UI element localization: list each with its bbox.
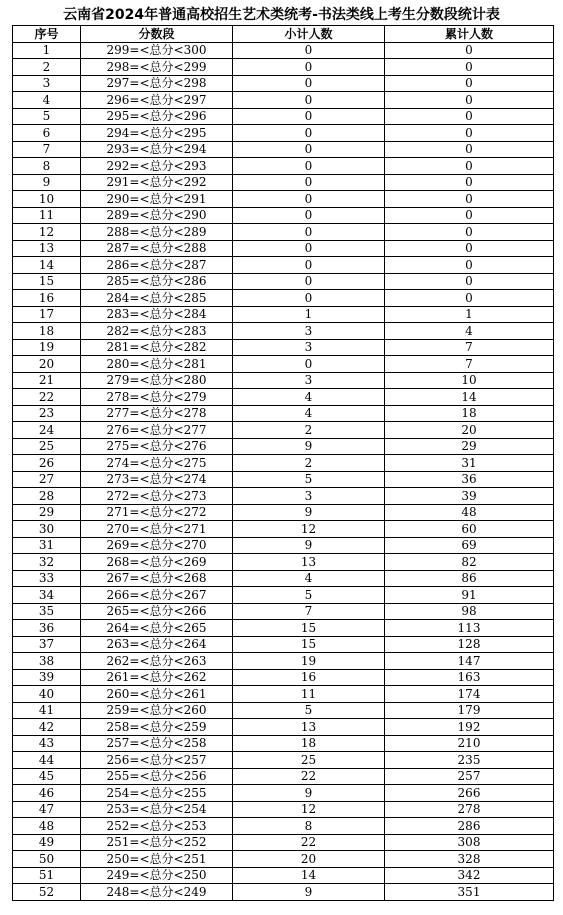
cell-cumulative-count: 147 xyxy=(385,653,554,670)
cell-subtotal-count: 20 xyxy=(233,851,385,868)
cell-score-range: 275=<总分<276 xyxy=(81,438,233,455)
table-body xyxy=(13,42,554,900)
cell-serial-number: 4 xyxy=(13,92,81,109)
cell-cumulative-count: 10 xyxy=(385,372,554,389)
cell-cumulative-count: 0 xyxy=(385,59,554,76)
table-row xyxy=(13,653,554,670)
cell-serial-number: 43 xyxy=(13,735,81,752)
cell-score-range: 279=<总分<280 xyxy=(81,372,233,389)
cell-subtotal-count: 16 xyxy=(233,669,385,686)
cell-score-range: 248=<总分<249 xyxy=(81,884,233,901)
cell-score-range: 271=<总分<272 xyxy=(81,504,233,521)
score-distribution-table xyxy=(12,25,554,901)
cell-subtotal-count: 7 xyxy=(233,603,385,620)
cell-cumulative-count: 0 xyxy=(385,92,554,109)
cell-serial-number: 36 xyxy=(13,620,81,637)
cell-cumulative-count: 257 xyxy=(385,768,554,785)
cell-subtotal-count: 2 xyxy=(233,455,385,472)
cell-serial-number: 27 xyxy=(13,471,81,488)
cell-serial-number: 8 xyxy=(13,158,81,175)
cell-cumulative-count: 7 xyxy=(385,339,554,356)
cell-score-range: 282=<总分<283 xyxy=(81,323,233,340)
cell-serial-number: 12 xyxy=(13,224,81,241)
cell-subtotal-count: 2 xyxy=(233,422,385,439)
cell-cumulative-count: 20 xyxy=(385,422,554,439)
cell-score-range: 255=<总分<256 xyxy=(81,768,233,785)
table-row xyxy=(13,504,554,521)
cell-subtotal-count: 0 xyxy=(233,356,385,373)
table-row xyxy=(13,92,554,109)
table-row xyxy=(13,818,554,835)
cell-subtotal-count: 18 xyxy=(233,735,385,752)
table-row xyxy=(13,42,554,59)
cell-cumulative-count: 31 xyxy=(385,455,554,472)
cell-cumulative-count: 266 xyxy=(385,785,554,802)
cell-score-range: 268=<总分<269 xyxy=(81,554,233,571)
cell-subtotal-count: 0 xyxy=(233,42,385,59)
header-subtotal-count: 小计人数 xyxy=(233,26,385,43)
cell-subtotal-count: 1 xyxy=(233,306,385,323)
cell-score-range: 281=<总分<282 xyxy=(81,339,233,356)
table-row xyxy=(13,669,554,686)
cell-serial-number: 37 xyxy=(13,636,81,653)
header-serial-number: 序号 xyxy=(13,26,81,43)
table-row xyxy=(13,603,554,620)
cell-cumulative-count: 0 xyxy=(385,125,554,142)
cell-cumulative-count: 0 xyxy=(385,207,554,224)
cell-cumulative-count: 0 xyxy=(385,290,554,307)
table-row xyxy=(13,636,554,653)
cell-serial-number: 20 xyxy=(13,356,81,373)
cell-cumulative-count: 163 xyxy=(385,669,554,686)
cell-subtotal-count: 3 xyxy=(233,488,385,505)
cell-serial-number: 28 xyxy=(13,488,81,505)
cell-subtotal-count: 0 xyxy=(233,290,385,307)
cell-score-range: 266=<总分<267 xyxy=(81,587,233,604)
document-title: 云南省2024年普通高校招生艺术类统考-书法类线上考生分数段统计表 xyxy=(63,7,500,23)
cell-score-range: 285=<总分<286 xyxy=(81,273,233,290)
cell-subtotal-count: 22 xyxy=(233,768,385,785)
table-row xyxy=(13,801,554,818)
cell-serial-number: 17 xyxy=(13,306,81,323)
cell-score-range: 254=<总分<255 xyxy=(81,785,233,802)
cell-score-range: 261=<总分<262 xyxy=(81,669,233,686)
cell-cumulative-count: 0 xyxy=(385,191,554,208)
cell-serial-number: 38 xyxy=(13,653,81,670)
cell-cumulative-count: 286 xyxy=(385,818,554,835)
cell-score-range: 299=<总分<300 xyxy=(81,42,233,59)
cell-score-range: 286=<总分<287 xyxy=(81,257,233,274)
cell-score-range: 276=<总分<277 xyxy=(81,422,233,439)
cell-cumulative-count: 98 xyxy=(385,603,554,620)
cell-subtotal-count: 4 xyxy=(233,389,385,406)
cell-score-range: 249=<总分<250 xyxy=(81,867,233,884)
table-row xyxy=(13,735,554,752)
cell-score-range: 289=<总分<290 xyxy=(81,207,233,224)
cell-cumulative-count: 0 xyxy=(385,141,554,158)
table-header-row xyxy=(13,26,554,43)
cell-score-range: 278=<总分<279 xyxy=(81,389,233,406)
cell-cumulative-count: 113 xyxy=(385,620,554,637)
cell-cumulative-count: 174 xyxy=(385,686,554,703)
table-row xyxy=(13,207,554,224)
cell-cumulative-count: 29 xyxy=(385,438,554,455)
cell-subtotal-count: 0 xyxy=(233,191,385,208)
cell-subtotal-count: 0 xyxy=(233,257,385,274)
cell-score-range: 298=<总分<299 xyxy=(81,59,233,76)
cell-subtotal-count: 19 xyxy=(233,653,385,670)
cell-cumulative-count: 0 xyxy=(385,224,554,241)
cell-score-range: 269=<总分<270 xyxy=(81,537,233,554)
cell-serial-number: 11 xyxy=(13,207,81,224)
cell-serial-number: 22 xyxy=(13,389,81,406)
cell-subtotal-count: 22 xyxy=(233,834,385,851)
cell-score-range: 257=<总分<258 xyxy=(81,735,233,752)
cell-cumulative-count: 7 xyxy=(385,356,554,373)
cell-subtotal-count: 25 xyxy=(233,752,385,769)
cell-score-range: 288=<总分<289 xyxy=(81,224,233,241)
cell-cumulative-count: 328 xyxy=(385,851,554,868)
cell-cumulative-count: 235 xyxy=(385,752,554,769)
table-row xyxy=(13,108,554,125)
cell-cumulative-count: 210 xyxy=(385,735,554,752)
table-row xyxy=(13,323,554,340)
table-row xyxy=(13,554,554,571)
cell-subtotal-count: 0 xyxy=(233,273,385,290)
cell-serial-number: 42 xyxy=(13,719,81,736)
cell-subtotal-count: 4 xyxy=(233,570,385,587)
cell-serial-number: 30 xyxy=(13,521,81,538)
cell-subtotal-count: 12 xyxy=(233,801,385,818)
cell-serial-number: 34 xyxy=(13,587,81,604)
cell-score-range: 295=<总分<296 xyxy=(81,108,233,125)
cell-subtotal-count: 5 xyxy=(233,587,385,604)
cell-score-range: 284=<总分<285 xyxy=(81,290,233,307)
table-row xyxy=(13,306,554,323)
cell-cumulative-count: 0 xyxy=(385,240,554,257)
cell-cumulative-count: 82 xyxy=(385,554,554,571)
cell-cumulative-count: 308 xyxy=(385,834,554,851)
cell-serial-number: 50 xyxy=(13,851,81,868)
cell-subtotal-count: 3 xyxy=(233,323,385,340)
cell-subtotal-count: 11 xyxy=(233,686,385,703)
cell-score-range: 277=<总分<278 xyxy=(81,405,233,422)
table-row xyxy=(13,438,554,455)
cell-score-range: 250=<总分<251 xyxy=(81,851,233,868)
cell-score-range: 293=<总分<294 xyxy=(81,141,233,158)
cell-subtotal-count: 3 xyxy=(233,339,385,356)
cell-cumulative-count: 91 xyxy=(385,587,554,604)
cell-subtotal-count: 15 xyxy=(233,636,385,653)
cell-cumulative-count: 86 xyxy=(385,570,554,587)
cell-subtotal-count: 9 xyxy=(233,884,385,901)
cell-serial-number: 52 xyxy=(13,884,81,901)
cell-serial-number: 33 xyxy=(13,570,81,587)
cell-serial-number: 2 xyxy=(13,59,81,76)
table-row xyxy=(13,719,554,736)
cell-cumulative-count: 0 xyxy=(385,257,554,274)
table-row xyxy=(13,521,554,538)
cell-cumulative-count: 351 xyxy=(385,884,554,901)
table-row xyxy=(13,620,554,637)
table-row xyxy=(13,471,554,488)
table-row xyxy=(13,389,554,406)
cell-serial-number: 25 xyxy=(13,438,81,455)
table-row xyxy=(13,570,554,587)
cell-cumulative-count: 0 xyxy=(385,174,554,191)
cell-cumulative-count: 18 xyxy=(385,405,554,422)
cell-serial-number: 3 xyxy=(13,75,81,92)
cell-score-range: 296=<总分<297 xyxy=(81,92,233,109)
cell-score-range: 265=<总分<266 xyxy=(81,603,233,620)
cell-subtotal-count: 12 xyxy=(233,521,385,538)
cell-serial-number: 41 xyxy=(13,702,81,719)
cell-score-range: 270=<总分<271 xyxy=(81,521,233,538)
header-score-range: 分数段 xyxy=(81,26,233,43)
cell-serial-number: 48 xyxy=(13,818,81,835)
cell-serial-number: 1 xyxy=(13,42,81,59)
cell-serial-number: 15 xyxy=(13,273,81,290)
cell-serial-number: 44 xyxy=(13,752,81,769)
cell-subtotal-count: 9 xyxy=(233,537,385,554)
table-row xyxy=(13,240,554,257)
cell-subtotal-count: 8 xyxy=(233,818,385,835)
cell-score-range: 291=<总分<292 xyxy=(81,174,233,191)
cell-score-range: 259=<总分<260 xyxy=(81,702,233,719)
cell-score-range: 258=<总分<259 xyxy=(81,719,233,736)
cell-score-range: 280=<总分<281 xyxy=(81,356,233,373)
cell-serial-number: 49 xyxy=(13,834,81,851)
cell-score-range: 252=<总分<253 xyxy=(81,818,233,835)
cell-score-range: 297=<总分<298 xyxy=(81,75,233,92)
cell-score-range: 253=<总分<254 xyxy=(81,801,233,818)
cell-cumulative-count: 39 xyxy=(385,488,554,505)
cell-subtotal-count: 5 xyxy=(233,471,385,488)
cell-cumulative-count: 69 xyxy=(385,537,554,554)
cell-serial-number: 46 xyxy=(13,785,81,802)
cell-subtotal-count: 3 xyxy=(233,372,385,389)
table-row xyxy=(13,587,554,604)
cell-serial-number: 16 xyxy=(13,290,81,307)
cell-score-range: 263=<总分<264 xyxy=(81,636,233,653)
cell-serial-number: 10 xyxy=(13,191,81,208)
cell-score-range: 287=<总分<288 xyxy=(81,240,233,257)
cell-cumulative-count: 14 xyxy=(385,389,554,406)
table-row xyxy=(13,686,554,703)
cell-subtotal-count: 0 xyxy=(233,108,385,125)
cell-serial-number: 23 xyxy=(13,405,81,422)
table-row xyxy=(13,752,554,769)
cell-score-range: 274=<总分<275 xyxy=(81,455,233,472)
table-row xyxy=(13,141,554,158)
cell-subtotal-count: 9 xyxy=(233,504,385,521)
cell-serial-number: 29 xyxy=(13,504,81,521)
table-row xyxy=(13,372,554,389)
cell-subtotal-count: 0 xyxy=(233,141,385,158)
cell-serial-number: 5 xyxy=(13,108,81,125)
cell-subtotal-count: 0 xyxy=(233,224,385,241)
cell-cumulative-count: 0 xyxy=(385,108,554,125)
cell-serial-number: 21 xyxy=(13,372,81,389)
cell-score-range: 273=<总分<274 xyxy=(81,471,233,488)
cell-score-range: 267=<总分<268 xyxy=(81,570,233,587)
cell-serial-number: 45 xyxy=(13,768,81,785)
table-row xyxy=(13,356,554,373)
cell-subtotal-count: 15 xyxy=(233,620,385,637)
table-row xyxy=(13,257,554,274)
table-row xyxy=(13,867,554,884)
cell-cumulative-count: 192 xyxy=(385,719,554,736)
cell-score-range: 292=<总分<293 xyxy=(81,158,233,175)
cell-score-range: 264=<总分<265 xyxy=(81,620,233,637)
cell-subtotal-count: 9 xyxy=(233,438,385,455)
cell-cumulative-count: 0 xyxy=(385,75,554,92)
cell-score-range: 251=<总分<252 xyxy=(81,834,233,851)
table-row xyxy=(13,455,554,472)
cell-serial-number: 51 xyxy=(13,867,81,884)
cell-subtotal-count: 0 xyxy=(233,125,385,142)
cell-score-range: 260=<总分<261 xyxy=(81,686,233,703)
table-row xyxy=(13,851,554,868)
table-row xyxy=(13,125,554,142)
cell-cumulative-count: 179 xyxy=(385,702,554,719)
table-row xyxy=(13,422,554,439)
cell-serial-number: 35 xyxy=(13,603,81,620)
cell-subtotal-count: 4 xyxy=(233,405,385,422)
cell-serial-number: 13 xyxy=(13,240,81,257)
cell-serial-number: 40 xyxy=(13,686,81,703)
cell-cumulative-count: 60 xyxy=(385,521,554,538)
cell-cumulative-count: 0 xyxy=(385,158,554,175)
table-row xyxy=(13,537,554,554)
table-row xyxy=(13,75,554,92)
cell-cumulative-count: 0 xyxy=(385,273,554,290)
cell-subtotal-count: 0 xyxy=(233,240,385,257)
cell-serial-number: 19 xyxy=(13,339,81,356)
cell-cumulative-count: 0 xyxy=(385,42,554,59)
cell-cumulative-count: 4 xyxy=(385,323,554,340)
cell-score-range: 290=<总分<291 xyxy=(81,191,233,208)
table-row xyxy=(13,224,554,241)
cell-score-range: 294=<总分<295 xyxy=(81,125,233,142)
cell-subtotal-count: 14 xyxy=(233,867,385,884)
cell-serial-number: 7 xyxy=(13,141,81,158)
cell-serial-number: 6 xyxy=(13,125,81,142)
cell-serial-number: 32 xyxy=(13,554,81,571)
table-row xyxy=(13,290,554,307)
table-row xyxy=(13,339,554,356)
cell-serial-number: 31 xyxy=(13,537,81,554)
table-row xyxy=(13,158,554,175)
cell-cumulative-count: 48 xyxy=(385,504,554,521)
table-row xyxy=(13,785,554,802)
table-row xyxy=(13,191,554,208)
table-row xyxy=(13,59,554,76)
table-row xyxy=(13,884,554,901)
header-cumulative-count: 累计人数 xyxy=(385,26,554,43)
cell-serial-number: 9 xyxy=(13,174,81,191)
table-row xyxy=(13,174,554,191)
cell-cumulative-count: 1 xyxy=(385,306,554,323)
cell-subtotal-count: 0 xyxy=(233,174,385,191)
cell-serial-number: 24 xyxy=(13,422,81,439)
cell-subtotal-count: 0 xyxy=(233,59,385,76)
cell-subtotal-count: 9 xyxy=(233,785,385,802)
cell-serial-number: 47 xyxy=(13,801,81,818)
cell-cumulative-count: 278 xyxy=(385,801,554,818)
table-row xyxy=(13,834,554,851)
cell-serial-number: 26 xyxy=(13,455,81,472)
cell-subtotal-count: 13 xyxy=(233,719,385,736)
cell-cumulative-count: 128 xyxy=(385,636,554,653)
cell-score-range: 256=<总分<257 xyxy=(81,752,233,769)
cell-score-range: 283=<总分<284 xyxy=(81,306,233,323)
cell-subtotal-count: 0 xyxy=(233,158,385,175)
cell-serial-number: 14 xyxy=(13,257,81,274)
cell-serial-number: 18 xyxy=(13,323,81,340)
table-row xyxy=(13,405,554,422)
cell-cumulative-count: 342 xyxy=(385,867,554,884)
cell-subtotal-count: 0 xyxy=(233,207,385,224)
cell-score-range: 262=<总分<263 xyxy=(81,653,233,670)
cell-subtotal-count: 13 xyxy=(233,554,385,571)
cell-subtotal-count: 0 xyxy=(233,75,385,92)
cell-subtotal-count: 5 xyxy=(233,702,385,719)
cell-subtotal-count: 0 xyxy=(233,92,385,109)
cell-cumulative-count: 36 xyxy=(385,471,554,488)
table-row xyxy=(13,702,554,719)
table-row xyxy=(13,273,554,290)
cell-serial-number: 39 xyxy=(13,669,81,686)
cell-score-range: 272=<总分<273 xyxy=(81,488,233,505)
table-row xyxy=(13,768,554,785)
table-row xyxy=(13,488,554,505)
